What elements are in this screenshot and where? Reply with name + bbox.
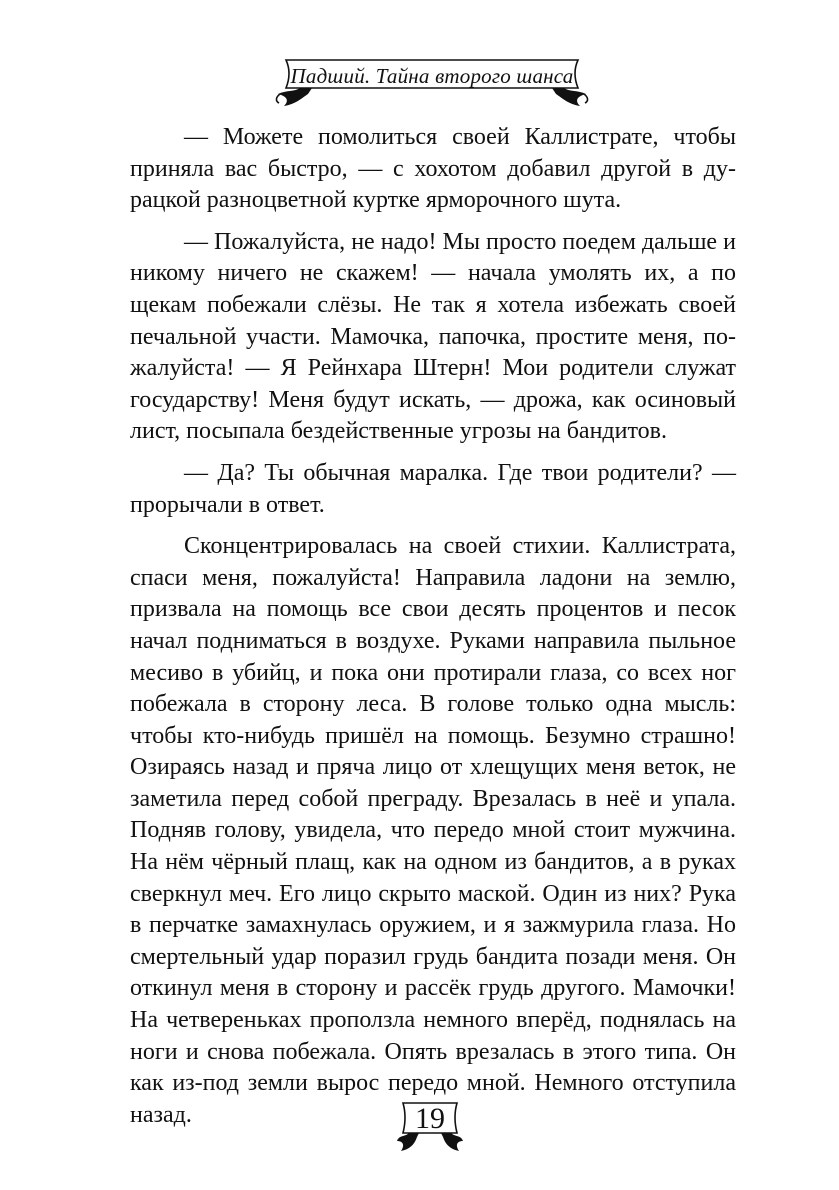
paragraph: Сконцентрировалась на своей стихии. Каллистрата, спаси меня, пожалуйста! Направила ладони на землю, призвала на помощь все свои десять процентов и песок начал подниматься в воздухе. Руками направила пыльное месиво в убийц, и пока они протирали глаза, со всех ног побежала в сторону леса. В голове только одна мысль: чтобы кто-нибудь пришёл на помощь. Безумно страшно! Озираясь назад и пряча лицо от хлещущих меня веток, не заметила перед собой преграду. Врезалась в неё и упала. Подняв голову, увидела, что передо мной стоит мужчина. На нём чёрный плащ, как на одном из бандитов, а в руках сверкнул меч. Его лицо скрыто маской. Один из них? Рука в перчатке замахнулась оружием, и я зажмурила глаза. Но смертельный удар поразил грудь бандита позади меня. Он откинул меня в сторону и рассёк грудь другого. Мамочки! На четвереньках проползла немного вперёд, поднялась на ноги и снова побежала. Опять врезалась в этого типа. Он как из-под земли вырос передо мной. Немного отступила назад. bbox=[130, 533, 736, 1128]
running-header bbox=[272, 56, 592, 116]
paragraph: — Да? Ты обычная маралка. Где твои родители? — прорычали в ответ. bbox=[130, 459, 736, 518]
paragraph: — Можете помолиться своей Каллистрате, чтобы приняла вас быстро, — с хохотом добавил другой в дурацкой разноцветной куртке ярморочного шута. bbox=[130, 124, 736, 214]
paragraph: — Пожалуйста, не надо! Мы просто поедем дальше и никому ничего не скажем! — начала умолять их, а по щекам побежали слёзы. Не так я хотела избежать своей печальной участи. Мамочка, папочка, простите меня, пожалуйста! — Я Рейнхара Штерн! Мои родители служат государству! Меня будут искать, — дрожа, как осиновый лист, посыпала бездейственные угрозы на бандитов. bbox=[130, 228, 736, 445]
page-number: 19 bbox=[415, 1102, 445, 1135]
page-footer bbox=[395, 1097, 475, 1159]
page-body bbox=[130, 122, 736, 1141]
book-title: Падший. Тайна второго шанса bbox=[290, 64, 574, 88]
